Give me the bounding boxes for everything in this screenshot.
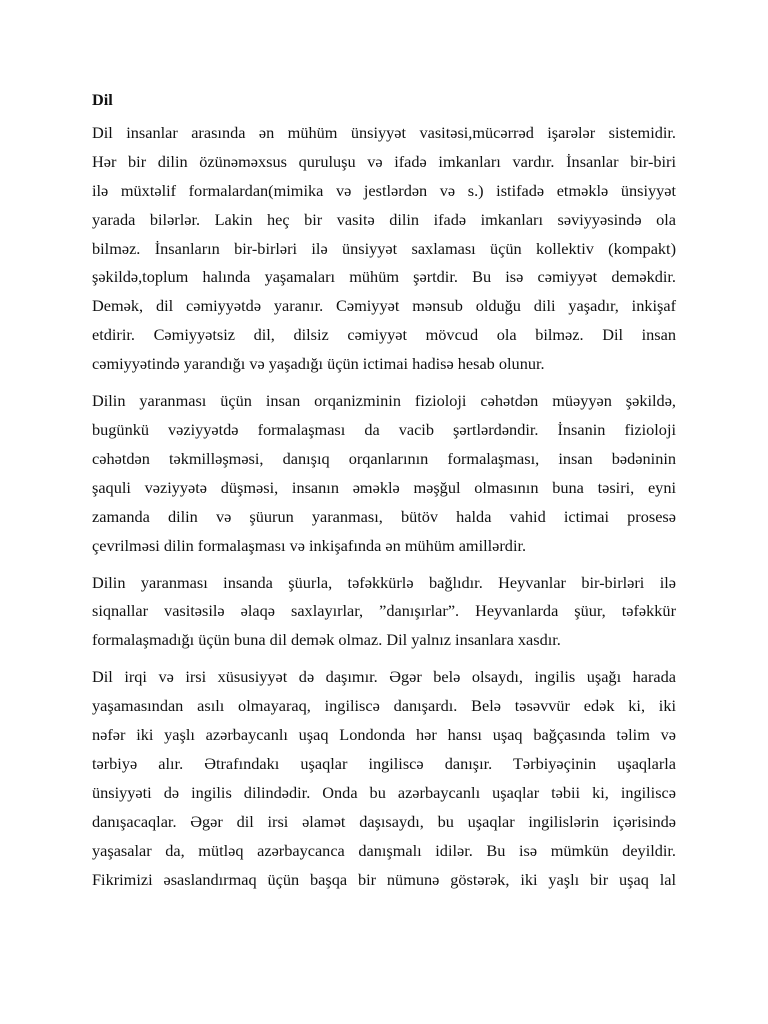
text-line: danışacaqlar. Əgər dil irsi əlamət daşısaydı, bu uşaqlar ingilislərin içərisində	[92, 811, 676, 831]
text-line: yarada bilərlər. Lakin heç bir vasitə dilin ifadə imkanları səviyyəsində ola	[92, 209, 676, 229]
text-line: tərbiyə alır. Ətrafındakı uşaqlar ingiliscə danışır. Tərbiyəçinin uşaqlarla	[92, 753, 676, 773]
text-line: şaquli vəziyyətə düşməsi, insanın əməklə məşğul olmasının buna təsiri, eyni	[92, 477, 676, 497]
text-line: bilməz. İnsanların bir-birləri ilə ünsiyyət saxlaması üçün kollektiv (kompakt)	[92, 238, 676, 258]
text-line: cəmiyyətində yarandığı və yaşadığı üçün ictimai hadisə hesab olunur.	[92, 354, 545, 374]
text-line: Dilin yaranması insanda şüurla, təfəkkürlə bağlıdır. Heyvanlar bir-birləri ilə	[92, 572, 676, 592]
document-title: Dil	[92, 90, 113, 109]
paragraph-3	[92, 569, 676, 656]
text-line: Demək, dil cəmiyyətdə yaranır. Cəmiyyət mənsub olduğu dili yaşadır, inkişaf	[92, 296, 676, 316]
text-line: cəhətdən təkmilləşməsi, danışıq orqanlarının formalaşması, insan bədəninin	[92, 448, 676, 468]
text-line: nəfər iki yaşlı azərbaycanlı uşaq Londonda hər hansı uşaq bağçasında təlim və	[92, 725, 676, 745]
text-line: Dil irqi və irsi xüsusiyyət də daşımır. Əgər belə olsaydı, ingilis uşağı harada	[92, 667, 676, 687]
text-line: yaşamasından asılı olmayaraq, ingiliscə danışardı. Belə təsəvvür edək ki, iki	[92, 696, 676, 716]
paragraph-2	[92, 387, 676, 560]
paragraph-1	[92, 119, 676, 379]
text-line: çevrilməsi dilin formalaşması və inkişafında ən mühüm amillərdir.	[92, 535, 527, 555]
text-line: zamanda dilin və şüurun yaranması, bütöv halda vahid ictimai prosesə	[92, 506, 676, 526]
text-line: şəkildə,toplum halında yaşamaları mühüm şərtdir. Bu isə cəmiyyət deməkdir.	[92, 267, 676, 287]
text-line: siqnallar vasitəsilə əlaqə saxlayırlar, ”danışırlar”. Heyvanlarda şüur, təfəkkür	[92, 601, 676, 621]
text-line: formalaşmadığı üçün buna dil demək olmaz. Dil yalnız insanlara xasdır.	[92, 630, 561, 650]
text-line: Dilin yaranması üçün insan orqanizminin fizioloji cəhətdən müəyyən şəkildə,	[92, 391, 676, 411]
paragraph-4	[92, 663, 676, 894]
text-line: Dil insanlar arasında ən mühüm ünsiyyət vasitəsi,mücərrəd işarələr sistemidir.	[92, 122, 676, 142]
document-body	[92, 86, 676, 902]
text-line: bugünkü vəziyyətdə formalaşması da vacib şərtlərdəndir. İnsanin fizioloji	[92, 419, 676, 439]
text-line: ilə müxtəlif formalardan(mimika və jestlərdən və s.) istifadə etməklə ünsiyyət	[92, 180, 676, 200]
text-line: Hər bir dilin özünəməxsus quruluşu və ifadə imkanları vardır. İnsanlar bir-biri	[92, 151, 676, 171]
text-line: Fikrimizi əsaslandırmaq üçün başqa bir nümunə göstərək, iki yaşlı bir uşaq lal	[92, 869, 676, 889]
text-line: etdirir. Cəmiyyətsiz dil, dilsiz cəmiyyət mövcud ola bilməz. Dil insan	[92, 325, 676, 345]
text-line: yaşasalar da, mütləq azərbaycanca danışmalı idilər. Bu isə mümkün deyildir.	[92, 840, 676, 860]
text-line: ünsiyyəti də ingilis dilindədir. Onda bu azərbaycanlı uşaqlar təbii ki, ingiliscə	[92, 782, 676, 802]
